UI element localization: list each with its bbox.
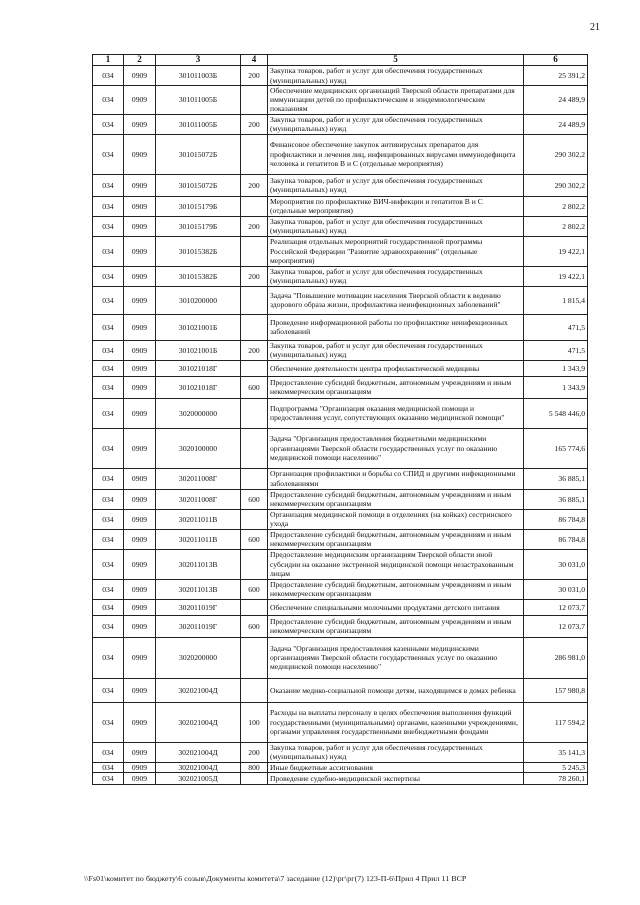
section-code-cell: 0909 bbox=[124, 637, 156, 678]
admin-code-cell: 034 bbox=[93, 599, 124, 615]
description-cell: Проведение информационной работы по профилактике неинфекционных заболеваний bbox=[268, 314, 524, 340]
target-article-cell: 3020100000 bbox=[156, 428, 241, 468]
description-cell: Закупка товаров, работ и услуг для обеспечения государственных (муниципальных) нужд bbox=[268, 174, 524, 196]
admin-code-cell: 034 bbox=[93, 489, 124, 509]
section-code-cell: 0909 bbox=[124, 772, 156, 784]
description-cell: Финансовое обеспечение закупок антивирусных препаратов для профилактики и лечения лиц, инфицированных вирусами иммунодефицита человека и гепатитов В и С (отдельные мероприятия) bbox=[268, 134, 524, 174]
description-cell: Организация медицинской помощи в отделениях (на койках) сестринского ухода bbox=[268, 509, 524, 529]
target-article-cell: 301011005Б bbox=[156, 86, 241, 115]
table-row bbox=[93, 468, 588, 489]
amount-cell: 12 073,7 bbox=[524, 599, 588, 615]
table-row bbox=[93, 314, 588, 340]
expense-type-cell bbox=[241, 549, 268, 579]
admin-code-cell: 034 bbox=[93, 376, 124, 398]
expense-type-cell: 200 bbox=[241, 742, 268, 762]
table-row bbox=[93, 286, 588, 314]
target-article-cell: 302011013В bbox=[156, 549, 241, 579]
table-row bbox=[93, 772, 588, 784]
expense-type-cell bbox=[241, 428, 268, 468]
expense-type-cell: 200 bbox=[241, 340, 268, 360]
description-cell: Обеспечение специальными молочными продуктами детского питания bbox=[268, 599, 524, 615]
target-article-cell: 301015179Б bbox=[156, 196, 241, 216]
description-cell: Предоставление медицинским организациям Тверской области иной субсидии на оказание экстренной медицинской помощи незастрахованным лицам bbox=[268, 549, 524, 579]
description-cell: Задача "Организация предоставления казенными медицинскими организациями Тверской области государственных услуг по оказанию медицинской помощи населению" bbox=[268, 637, 524, 678]
expense-type-cell: 200 bbox=[241, 266, 268, 286]
admin-code-cell: 034 bbox=[93, 529, 124, 549]
description-cell: Предоставление субсидий бюджетным, автономным учреждениям и иным некоммерческим организациям bbox=[268, 529, 524, 549]
column-header: 1 bbox=[93, 55, 124, 66]
column-header: 3 bbox=[156, 55, 241, 66]
admin-code-cell: 034 bbox=[93, 174, 124, 196]
expense-type-cell bbox=[241, 678, 268, 702]
description-cell: Организация профилактики и борьбы со СПИД и другими инфекционными заболеваниями bbox=[268, 468, 524, 489]
expense-type-cell: 200 bbox=[241, 174, 268, 196]
target-article-cell: 3010200000 bbox=[156, 286, 241, 314]
target-article-cell: 302011008Г bbox=[156, 489, 241, 509]
expense-type-cell: 600 bbox=[241, 529, 268, 549]
target-article-cell: 302011019Г bbox=[156, 615, 241, 637]
amount-cell: 2 802,2 bbox=[524, 216, 588, 236]
admin-code-cell: 034 bbox=[93, 340, 124, 360]
expense-type-cell bbox=[241, 196, 268, 216]
description-cell: Задача "Организация предоставления бюджетными медицинскими организациями Тверской области государственных услуг по оказанию медицинской помощи населению" bbox=[268, 428, 524, 468]
amount-cell: 36 885,1 bbox=[524, 489, 588, 509]
admin-code-cell: 034 bbox=[93, 509, 124, 529]
description-cell: Предоставление субсидий бюджетным, автономным учреждениям и иным некоммерческим организациям bbox=[268, 615, 524, 637]
admin-code-cell: 034 bbox=[93, 762, 124, 772]
amount-cell: 165 774,6 bbox=[524, 428, 588, 468]
amount-cell: 86 784,8 bbox=[524, 509, 588, 529]
table-row bbox=[93, 428, 588, 468]
admin-code-cell: 034 bbox=[93, 286, 124, 314]
admin-code-cell: 034 bbox=[93, 702, 124, 742]
description-cell: Задача "Повышение мотивации населения Тверской области к ведению здорового образа жизни, профилактика неинфекционных заболеваний" bbox=[268, 286, 524, 314]
table-row bbox=[93, 266, 588, 286]
target-article-cell: 301015382Б bbox=[156, 266, 241, 286]
target-article-cell: 3020200000 bbox=[156, 637, 241, 678]
description-cell: Закупка товаров, работ и услуг для обеспечения государственных (муниципальных) нужд bbox=[268, 66, 524, 86]
description-cell: Закупка товаров, работ и услуг для обеспечения государственных (муниципальных) нужд bbox=[268, 742, 524, 762]
expense-type-cell: 200 bbox=[241, 114, 268, 134]
section-code-cell: 0909 bbox=[124, 678, 156, 702]
amount-cell: 25 391,2 bbox=[524, 66, 588, 86]
expense-type-cell bbox=[241, 134, 268, 174]
target-article-cell: 302011011В bbox=[156, 509, 241, 529]
file-path-footer: \\Fs01\комитет по бюджету\6 созыв\Документы комитета\7 заседание (12)\рг\рг(7) 123-П-6\Прил 4 Прил 11 ВСР bbox=[84, 874, 467, 883]
target-article-cell: 301011005Б bbox=[156, 114, 241, 134]
amount-cell: 5 548 446,0 bbox=[524, 398, 588, 428]
expense-type-cell: 600 bbox=[241, 489, 268, 509]
section-code-cell: 0909 bbox=[124, 468, 156, 489]
target-article-cell: 302021004Д bbox=[156, 742, 241, 762]
expense-type-cell: 200 bbox=[241, 216, 268, 236]
table-row bbox=[93, 742, 588, 762]
column-header: 4 bbox=[241, 55, 268, 66]
description-cell: Закупка товаров, работ и услуг для обеспечения государственных (муниципальных) нужд bbox=[268, 216, 524, 236]
table-row bbox=[93, 196, 588, 216]
amount-cell: 24 489,9 bbox=[524, 114, 588, 134]
column-header: 6 bbox=[524, 55, 588, 66]
admin-code-cell: 034 bbox=[93, 216, 124, 236]
expense-type-cell bbox=[241, 236, 268, 266]
section-code-cell: 0909 bbox=[124, 489, 156, 509]
admin-code-cell: 034 bbox=[93, 428, 124, 468]
admin-code-cell: 034 bbox=[93, 360, 124, 376]
description-cell: Проведение судебно-медицинской экспертизы bbox=[268, 772, 524, 784]
amount-cell: 36 885,1 bbox=[524, 468, 588, 489]
amount-cell: 5 245,3 bbox=[524, 762, 588, 772]
target-article-cell: 302021005Д bbox=[156, 772, 241, 784]
admin-code-cell: 034 bbox=[93, 772, 124, 784]
table-row bbox=[93, 489, 588, 509]
amount-cell: 290 302,2 bbox=[524, 174, 588, 196]
expense-type-cell bbox=[241, 360, 268, 376]
amount-cell: 471,5 bbox=[524, 314, 588, 340]
section-code-cell: 0909 bbox=[124, 134, 156, 174]
amount-cell: 30 031,0 bbox=[524, 579, 588, 599]
description-cell: Закупка товаров, работ и услуг для обеспечения государственных (муниципальных) нужд bbox=[268, 114, 524, 134]
table-row bbox=[93, 360, 588, 376]
expense-type-cell: 600 bbox=[241, 615, 268, 637]
section-code-cell: 0909 bbox=[124, 236, 156, 266]
target-article-cell: 302021004Д bbox=[156, 678, 241, 702]
description-cell: Реализация отдельных мероприятий государственной программы Российской Федерации "Развитие здравоохранения" (отдельные мероприятия) bbox=[268, 236, 524, 266]
description-cell: Предоставление субсидий бюджетным, автономным учреждениям и иным некоммерческим организациям bbox=[268, 579, 524, 599]
admin-code-cell: 034 bbox=[93, 637, 124, 678]
expense-type-cell bbox=[241, 599, 268, 615]
description-cell: Предоставление субсидий бюджетным, автономным учреждениям и иным некоммерческим организациям bbox=[268, 489, 524, 509]
section-code-cell: 0909 bbox=[124, 428, 156, 468]
amount-cell: 30 031,0 bbox=[524, 549, 588, 579]
table-header-row bbox=[93, 55, 588, 66]
expense-type-cell bbox=[241, 86, 268, 115]
table-row bbox=[93, 509, 588, 529]
page-number: 21 bbox=[590, 22, 600, 33]
table-body bbox=[93, 66, 588, 785]
target-article-cell: 301021001Б bbox=[156, 340, 241, 360]
column-header: 2 bbox=[124, 55, 156, 66]
amount-cell: 290 302,2 bbox=[524, 134, 588, 174]
amount-cell: 117 594,2 bbox=[524, 702, 588, 742]
amount-cell: 19 422,1 bbox=[524, 266, 588, 286]
expense-type-cell bbox=[241, 637, 268, 678]
amount-cell: 1 343,9 bbox=[524, 376, 588, 398]
expense-type-cell bbox=[241, 286, 268, 314]
table-row bbox=[93, 398, 588, 428]
section-code-cell: 0909 bbox=[124, 762, 156, 772]
section-code-cell: 0909 bbox=[124, 340, 156, 360]
description-cell: Мероприятия по профилактике ВИЧ-инфекции и гепатитов В и С (отдельные мероприятия) bbox=[268, 196, 524, 216]
admin-code-cell: 034 bbox=[93, 615, 124, 637]
table-row bbox=[93, 216, 588, 236]
section-code-cell: 0909 bbox=[124, 509, 156, 529]
table-row bbox=[93, 615, 588, 637]
description-cell: Иные бюджетные ассигнования bbox=[268, 762, 524, 772]
amount-cell: 1 815,4 bbox=[524, 286, 588, 314]
target-article-cell: 302011013В bbox=[156, 579, 241, 599]
admin-code-cell: 034 bbox=[93, 66, 124, 86]
amount-cell: 86 784,8 bbox=[524, 529, 588, 549]
description-cell: Подпрограмма "Организация оказания медицинской помощи и предоставления услуг, сопутствующих оказанию медицинской помощи" bbox=[268, 398, 524, 428]
target-article-cell: 302021004Д bbox=[156, 762, 241, 772]
description-cell: Расходы на выплаты персоналу в целях обеспечения выполнения функций государственными (муниципальными) органами, казенными учреждениями, органами управления государственными внебюджетными фондами bbox=[268, 702, 524, 742]
description-cell: Предоставление субсидий бюджетным, автономным учреждениям и иным некоммерческим организациям bbox=[268, 376, 524, 398]
table-row bbox=[93, 340, 588, 360]
expense-type-cell bbox=[241, 468, 268, 489]
section-code-cell: 0909 bbox=[124, 549, 156, 579]
amount-cell: 12 073,7 bbox=[524, 615, 588, 637]
target-article-cell: 301021001Б bbox=[156, 314, 241, 340]
amount-cell: 78 260,1 bbox=[524, 772, 588, 784]
table-row bbox=[93, 376, 588, 398]
section-code-cell: 0909 bbox=[124, 174, 156, 196]
section-code-cell: 0909 bbox=[124, 314, 156, 340]
amount-cell: 35 141,3 bbox=[524, 742, 588, 762]
table-row bbox=[93, 174, 588, 196]
admin-code-cell: 034 bbox=[93, 314, 124, 340]
section-code-cell: 0909 bbox=[124, 286, 156, 314]
section-code-cell: 0909 bbox=[124, 579, 156, 599]
expense-type-cell bbox=[241, 314, 268, 340]
target-article-cell: 301015382Б bbox=[156, 236, 241, 266]
column-header: 5 bbox=[268, 55, 524, 66]
section-code-cell: 0909 bbox=[124, 529, 156, 549]
section-code-cell: 0909 bbox=[124, 66, 156, 86]
table-row bbox=[93, 134, 588, 174]
amount-cell: 471,5 bbox=[524, 340, 588, 360]
expense-type-cell: 600 bbox=[241, 376, 268, 398]
admin-code-cell: 034 bbox=[93, 86, 124, 115]
admin-code-cell: 034 bbox=[93, 678, 124, 702]
amount-cell: 24 489,9 bbox=[524, 86, 588, 115]
admin-code-cell: 034 bbox=[93, 196, 124, 216]
target-article-cell: 301015179Б bbox=[156, 216, 241, 236]
admin-code-cell: 034 bbox=[93, 134, 124, 174]
section-code-cell: 0909 bbox=[124, 615, 156, 637]
table-row bbox=[93, 529, 588, 549]
amount-cell: 2 802,2 bbox=[524, 196, 588, 216]
table-row bbox=[93, 599, 588, 615]
description-cell: Закупка товаров, работ и услуг для обеспечения государственных (муниципальных) нужд bbox=[268, 266, 524, 286]
admin-code-cell: 034 bbox=[93, 236, 124, 266]
target-article-cell: 301015072Б bbox=[156, 134, 241, 174]
section-code-cell: 0909 bbox=[124, 702, 156, 742]
target-article-cell: 302011011В bbox=[156, 529, 241, 549]
section-code-cell: 0909 bbox=[124, 398, 156, 428]
section-code-cell: 0909 bbox=[124, 114, 156, 134]
target-article-cell: 302011008Г bbox=[156, 468, 241, 489]
admin-code-cell: 034 bbox=[93, 468, 124, 489]
section-code-cell: 0909 bbox=[124, 599, 156, 615]
table-row bbox=[93, 236, 588, 266]
admin-code-cell: 034 bbox=[93, 579, 124, 599]
expense-type-cell: 200 bbox=[241, 66, 268, 86]
target-article-cell: 3020000000 bbox=[156, 398, 241, 428]
budget-table bbox=[92, 54, 588, 785]
target-article-cell: 301021018Г bbox=[156, 360, 241, 376]
expense-type-cell: 800 bbox=[241, 762, 268, 772]
expense-type-cell: 600 bbox=[241, 579, 268, 599]
table-row bbox=[93, 637, 588, 678]
expense-type-cell: 100 bbox=[241, 702, 268, 742]
target-article-cell: 301015072Б bbox=[156, 174, 241, 196]
table-row bbox=[93, 678, 588, 702]
expense-type-cell bbox=[241, 772, 268, 784]
admin-code-cell: 034 bbox=[93, 114, 124, 134]
description-cell: Обеспечение медицинских организаций Тверской области препаратами для иммунизации детей по профилактическим и эпидемиологическим показаниям bbox=[268, 86, 524, 115]
amount-cell: 286 981,0 bbox=[524, 637, 588, 678]
admin-code-cell: 034 bbox=[93, 398, 124, 428]
table-row bbox=[93, 66, 588, 86]
description-cell: Обеспечение деятельности центра профилактической медицины bbox=[268, 360, 524, 376]
table-row bbox=[93, 579, 588, 599]
target-article-cell: 301021018Г bbox=[156, 376, 241, 398]
description-cell: Оказание медико-социальной помощи детям, находящимся в домах ребенка bbox=[268, 678, 524, 702]
amount-cell: 1 343,9 bbox=[524, 360, 588, 376]
section-code-cell: 0909 bbox=[124, 360, 156, 376]
section-code-cell: 0909 bbox=[124, 86, 156, 115]
target-article-cell: 302011019Г bbox=[156, 599, 241, 615]
expense-type-cell bbox=[241, 509, 268, 529]
section-code-cell: 0909 bbox=[124, 196, 156, 216]
admin-code-cell: 034 bbox=[93, 549, 124, 579]
table-row bbox=[93, 762, 588, 772]
section-code-cell: 0909 bbox=[124, 376, 156, 398]
section-code-cell: 0909 bbox=[124, 216, 156, 236]
target-article-cell: 301011003Б bbox=[156, 66, 241, 86]
table-row bbox=[93, 549, 588, 579]
section-code-cell: 0909 bbox=[124, 266, 156, 286]
amount-cell: 19 422,1 bbox=[524, 236, 588, 266]
target-article-cell: 302021004Д bbox=[156, 702, 241, 742]
section-code-cell: 0909 bbox=[124, 742, 156, 762]
amount-cell: 157 980,8 bbox=[524, 678, 588, 702]
admin-code-cell: 034 bbox=[93, 742, 124, 762]
table-row bbox=[93, 702, 588, 742]
table-row bbox=[93, 114, 588, 134]
description-cell: Закупка товаров, работ и услуг для обеспечения государственных (муниципальных) нужд bbox=[268, 340, 524, 360]
table-row bbox=[93, 86, 588, 115]
expense-type-cell bbox=[241, 398, 268, 428]
admin-code-cell: 034 bbox=[93, 266, 124, 286]
